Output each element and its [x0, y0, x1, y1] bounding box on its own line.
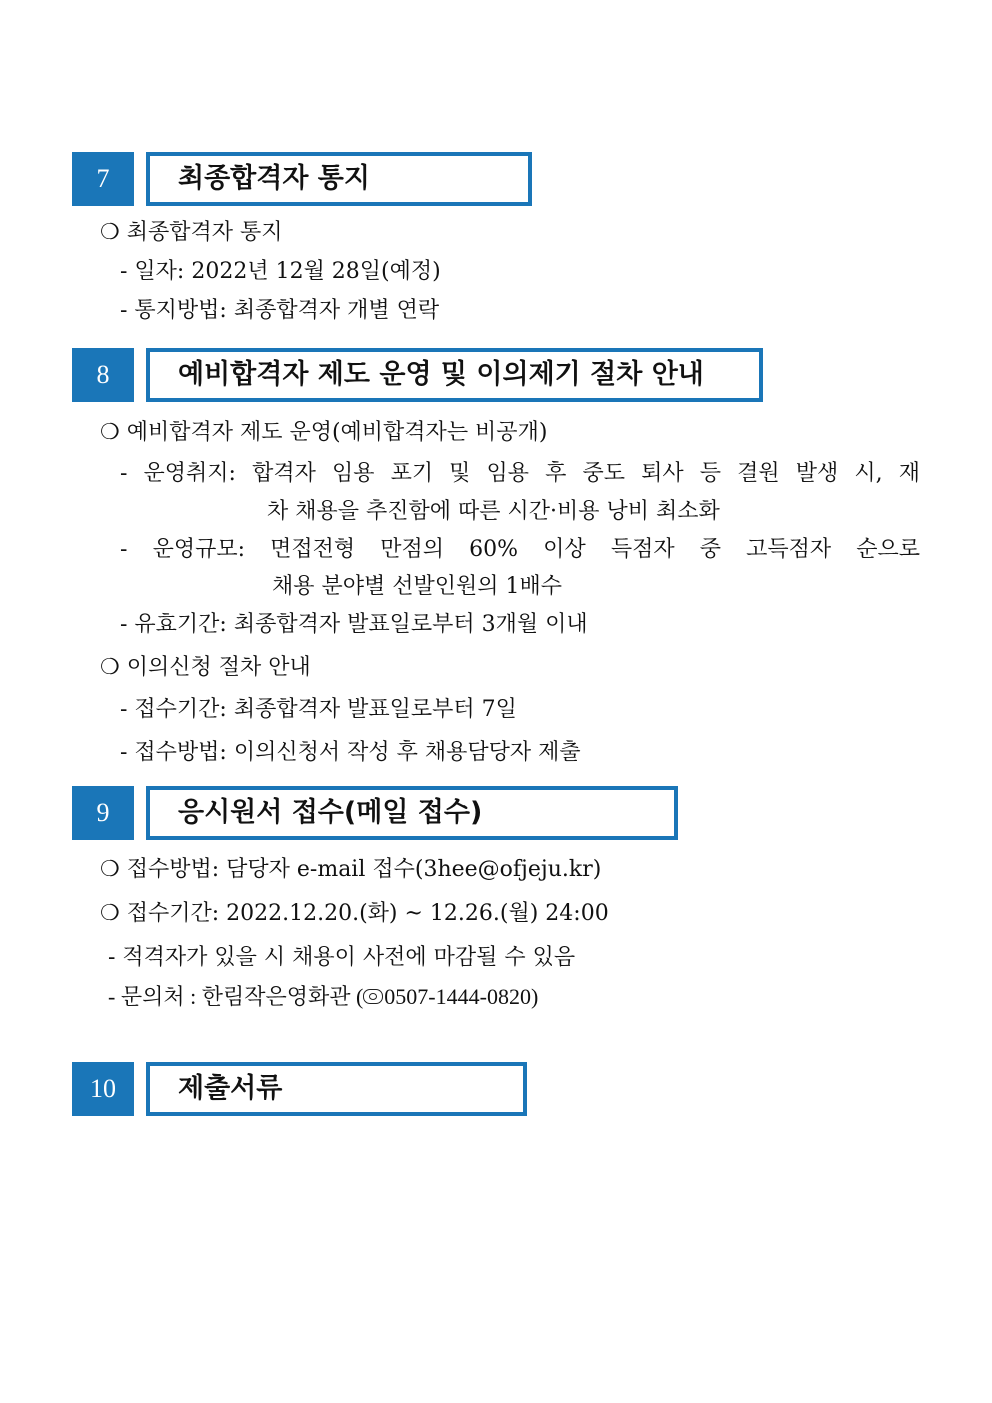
- notice-method: - 통지방법: 최종합격자 개별 연락: [120, 298, 440, 323]
- section-number: 8: [72, 348, 134, 402]
- objection-method: - 접수방법: 이의신청서 작성 후 채용담당자 제출: [120, 740, 581, 765]
- reserve-scale-line1: - 운영규모: 면접전형 만점의 60% 이상 득점자 중 고득점자 순으로: [120, 537, 920, 562]
- phone-icon: [363, 989, 383, 1004]
- section-title: 응시원서 접수(메일 접수): [146, 786, 678, 840]
- objection-period: - 접수기간: 최종합격자 발표일로부터 7일: [120, 697, 517, 722]
- bullet-final-notice: ❍ 최종합격자 통지: [100, 220, 283, 245]
- reserve-validity: - 유효기간: 최종합격자 발표일로부터 3개월 이내: [120, 612, 588, 637]
- reserve-purpose-line2: 차 채용을 추진함에 따른 시간·비용 낭비 최소화: [267, 499, 720, 524]
- contact-label: - 문의처 : 한림작은영화관 (: [108, 984, 364, 1009]
- reserve-scale-line2: 채용 분야별 선발인원의 1배수: [272, 574, 563, 599]
- contact-phone: 0507-1444-0820): [384, 984, 539, 1009]
- section-number: 10: [72, 1062, 134, 1116]
- application-method: ❍ 접수방법: 담당자 e-mail 접수(3hee@ofjeju.kr): [100, 857, 602, 882]
- section-title: 최종합격자 통지: [146, 152, 532, 206]
- early-close-note: - 적격자가 있을 시 채용이 사전에 마감될 수 있음: [108, 945, 576, 970]
- notice-date: - 일자: 2022년 12월 28일(예정): [120, 259, 441, 284]
- application-period: ❍ 접수기간: 2022.12.20.(화) ~ 12.26.(월) 24:00: [100, 901, 609, 926]
- contact-line: [108, 982, 538, 1012]
- section-number: 7: [72, 152, 134, 206]
- reserve-purpose-line1: - 운영취지: 합격자 임용 포기 및 임용 후 중도 퇴사 등 결원 발생 시, 재: [120, 461, 920, 486]
- bullet-reserve-system: ❍ 예비합격자 제도 운영(예비합격자는 비공개): [100, 420, 548, 445]
- section-number: 9: [72, 786, 134, 840]
- section-title: 제출서류: [146, 1062, 527, 1116]
- section-title: 예비합격자 제도 운영 및 이의제기 절차 안내: [146, 348, 763, 402]
- bullet-objection: ❍ 이의신청 절차 안내: [100, 655, 311, 680]
